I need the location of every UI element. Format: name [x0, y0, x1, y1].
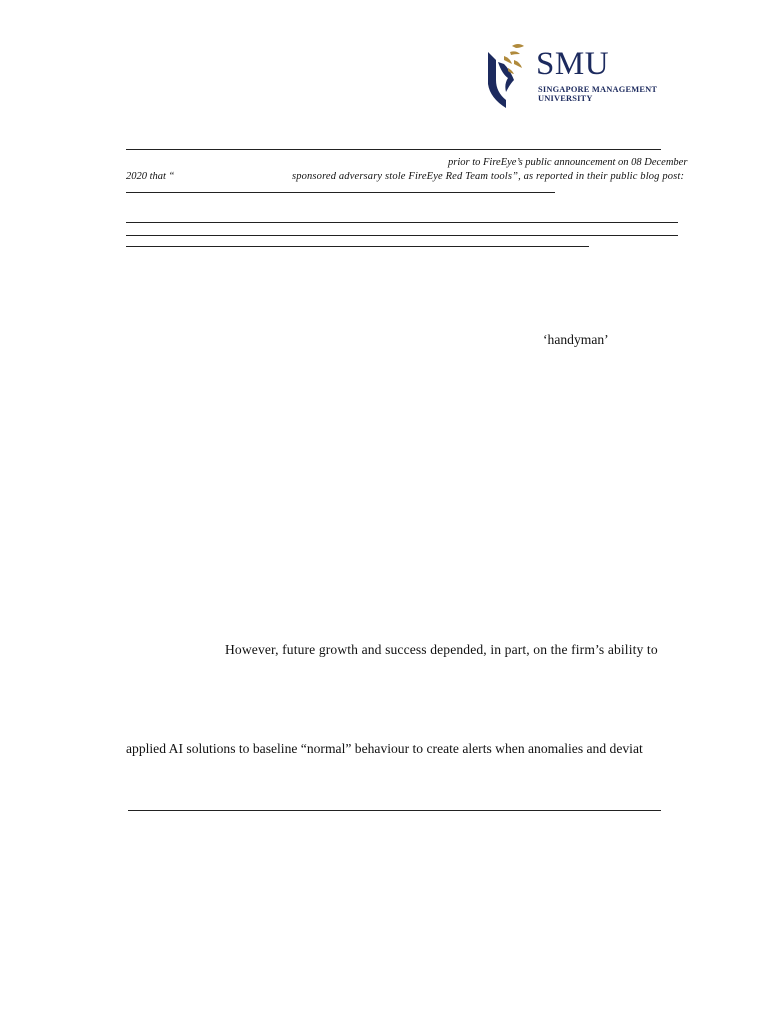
rule-2: [126, 192, 555, 193]
growth-fragment: However, future growth and success depended, in part, on the firm’s ability to: [225, 642, 658, 657]
logo-subtitle-line-1: SINGAPORE MANAGEMENT: [538, 85, 658, 94]
lion-crest-icon: [484, 40, 532, 110]
rule-3: [126, 222, 678, 223]
rule-4: [126, 235, 678, 236]
ai-fragment: applied AI solutions to baseline “normal” behaviour to create alerts when anomalies and deviat: [126, 741, 643, 756]
announcement-fragment: prior to FireEye’s public announcement on 08 December: [448, 157, 688, 168]
adversary-fragment: sponsored adversary stole FireEye Red Team tools”, as reported in their public blog post:: [292, 171, 685, 182]
year-fragment: 2020 that “: [126, 171, 175, 182]
smu-logo: [484, 40, 674, 112]
rule-1: [126, 149, 661, 150]
rule-5: [126, 246, 589, 247]
logo-subtitle-line-2: UNIVERSITY: [538, 94, 593, 103]
handyman-fragment: ‘handyman’: [543, 332, 609, 347]
rule-6: [128, 810, 661, 811]
logo-subtitle: [538, 85, 668, 103]
logo-wordmark: SMU: [536, 46, 610, 82]
